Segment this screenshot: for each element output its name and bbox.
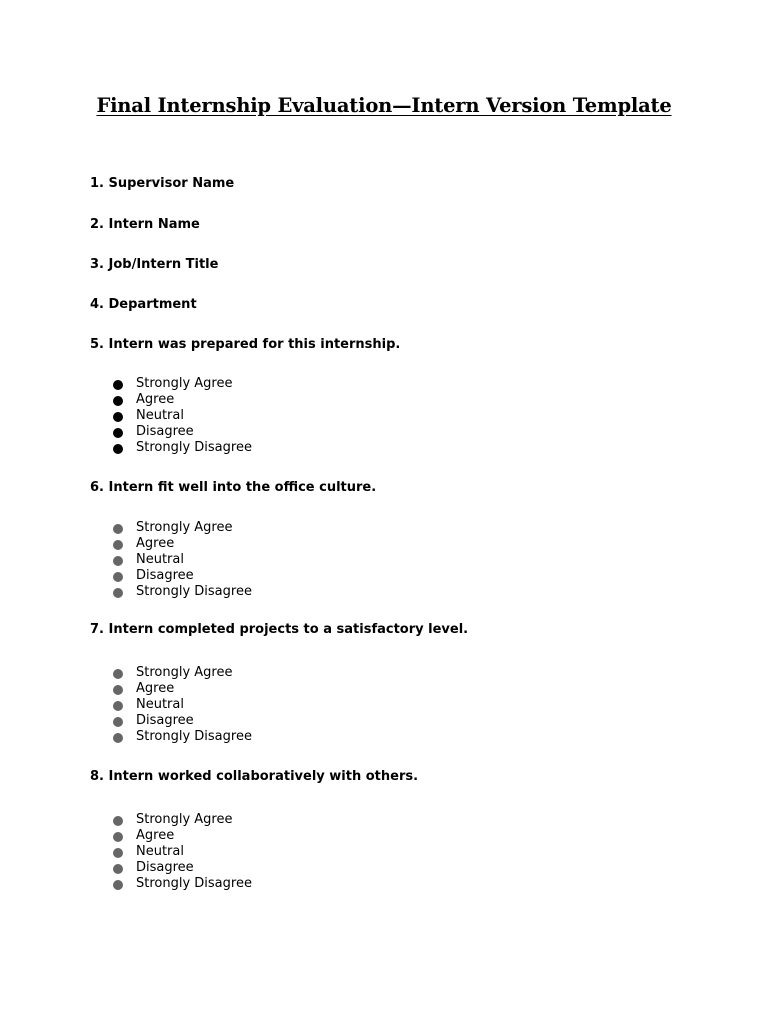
bullet-icon — [113, 540, 123, 550]
question-5-options — [112, 376, 252, 456]
option-disagree[interactable] — [112, 424, 252, 440]
option-neutral[interactable] — [112, 552, 252, 568]
bullet-icon — [113, 524, 123, 534]
bullet-icon — [113, 444, 123, 454]
bullet-icon — [113, 864, 123, 874]
question-6-options — [112, 520, 252, 600]
bullet-icon — [113, 412, 123, 422]
bullet-icon — [113, 380, 123, 390]
bullet-icon — [113, 701, 123, 711]
option-label: Agree — [136, 536, 175, 551]
question-2-label: 2. Intern Name — [90, 217, 200, 232]
bullet-icon — [113, 880, 123, 890]
option-neutral[interactable] — [112, 697, 252, 713]
option-label: Agree — [136, 828, 175, 843]
option-disagree[interactable] — [112, 713, 252, 729]
option-strongly-agree[interactable] — [112, 812, 252, 828]
question-1-label: 1. Supervisor Name — [90, 176, 235, 191]
option-label: Strongly Agree — [136, 520, 233, 535]
bullet-icon — [113, 733, 123, 743]
option-label: Strongly Agree — [136, 376, 233, 391]
question-5-label: 5. Intern was prepared for this internship. — [90, 337, 401, 352]
bullet-icon — [113, 556, 123, 566]
bullet-icon — [113, 588, 123, 598]
option-neutral[interactable] — [112, 408, 252, 424]
document-title: Final Internship Evaluation—Intern Version Template — [96, 94, 672, 117]
bullet-icon — [113, 816, 123, 826]
question-4-label: 4. Department — [90, 297, 197, 312]
option-strongly-disagree[interactable] — [112, 584, 252, 600]
bullet-icon — [113, 685, 123, 695]
bullet-icon — [113, 396, 123, 406]
option-label: Strongly Disagree — [136, 876, 252, 891]
question-7-label: 7. Intern completed projects to a satisfactory level. — [90, 622, 469, 637]
option-label: Disagree — [136, 424, 194, 439]
option-strongly-agree[interactable] — [112, 376, 252, 392]
option-agree[interactable] — [112, 392, 252, 408]
bullet-icon — [113, 572, 123, 582]
option-label: Strongly Agree — [136, 812, 233, 827]
question-8-options — [112, 812, 252, 892]
option-label: Agree — [136, 392, 175, 407]
question-7-options — [112, 665, 252, 745]
bullet-icon — [113, 428, 123, 438]
bullet-icon — [113, 669, 123, 679]
option-label: Disagree — [136, 860, 194, 875]
option-agree[interactable] — [112, 536, 252, 552]
option-label: Disagree — [136, 713, 194, 728]
option-label: Neutral — [136, 697, 184, 712]
question-8-label: 8. Intern worked collaboratively with others. — [90, 769, 419, 784]
option-disagree[interactable] — [112, 860, 252, 876]
bullet-icon — [113, 848, 123, 858]
option-label: Neutral — [136, 408, 184, 423]
option-strongly-disagree[interactable] — [112, 876, 252, 892]
question-6-label: 6. Intern fit well into the office culture. — [90, 480, 377, 495]
option-strongly-disagree[interactable] — [112, 440, 252, 456]
option-label: Disagree — [136, 568, 194, 583]
option-agree[interactable] — [112, 828, 252, 844]
option-label: Strongly Agree — [136, 665, 233, 680]
option-strongly-agree[interactable] — [112, 665, 252, 681]
bullet-icon — [113, 832, 123, 842]
option-label: Strongly Disagree — [136, 440, 252, 455]
option-label: Strongly Disagree — [136, 729, 252, 744]
question-3-label: 3. Job/Intern Title — [90, 257, 219, 272]
option-label: Neutral — [136, 844, 184, 859]
option-disagree[interactable] — [112, 568, 252, 584]
option-neutral[interactable] — [112, 844, 252, 860]
option-label: Strongly Disagree — [136, 584, 252, 599]
option-label: Agree — [136, 681, 175, 696]
bullet-icon — [113, 717, 123, 727]
option-strongly-disagree[interactable] — [112, 729, 252, 745]
option-label: Neutral — [136, 552, 184, 567]
option-strongly-agree[interactable] — [112, 520, 252, 536]
option-agree[interactable] — [112, 681, 252, 697]
